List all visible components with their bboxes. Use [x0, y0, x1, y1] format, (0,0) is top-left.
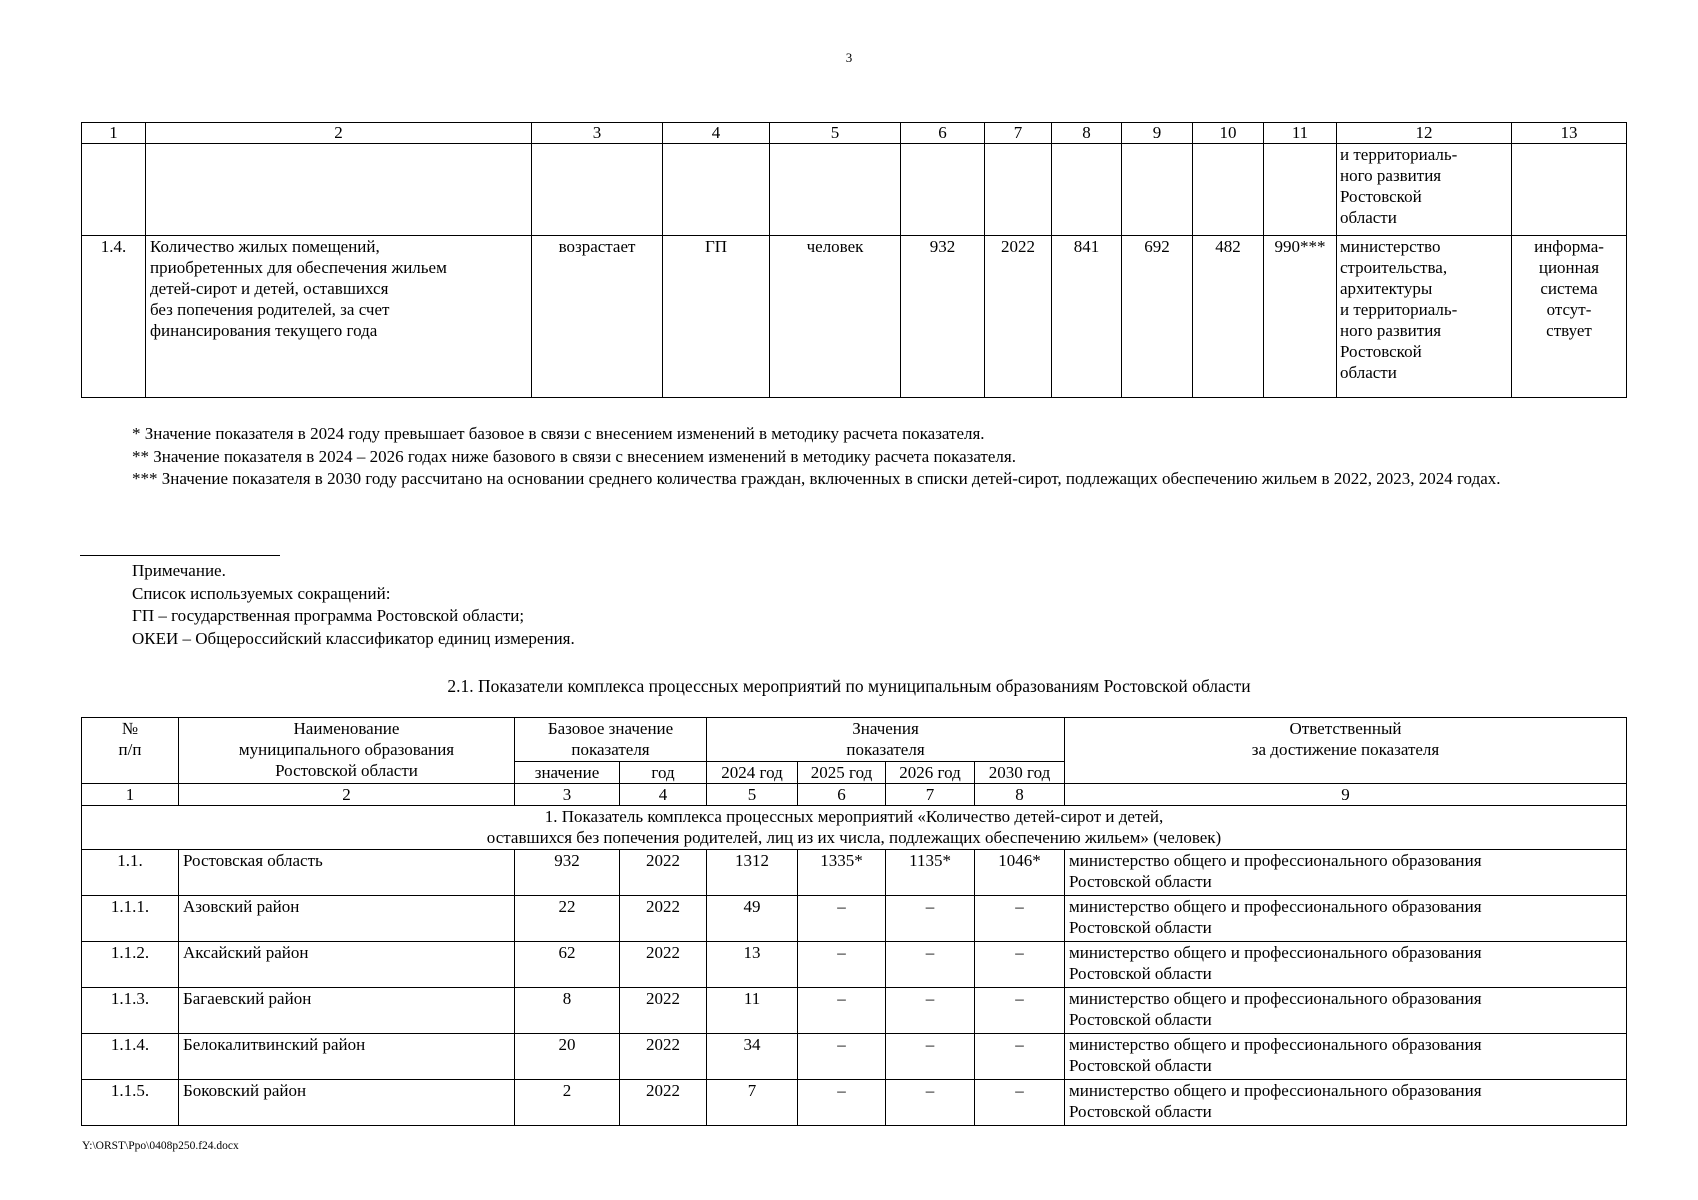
municipality-name: Белокалитвинский район: [179, 1034, 515, 1080]
value-2024: 11: [707, 988, 798, 1034]
footnote: * Значение показателя в 2024 году превышает базовое в связи с внесением изменений в методику расчета показателя.: [132, 424, 985, 443]
level: ГП: [663, 236, 770, 398]
col-num: 5: [770, 123, 901, 144]
table-row: [82, 236, 1627, 398]
col-num: 10: [1193, 123, 1264, 144]
col-num: 8: [975, 784, 1065, 806]
value-2026: –: [886, 1080, 975, 1126]
note-line: Список используемых сокращений:: [132, 583, 391, 603]
value-2030: –: [975, 896, 1065, 942]
responsible-cell: министерство общего и профессионального образования Ростовской области: [1065, 850, 1627, 896]
value-2024: 7: [707, 1080, 798, 1126]
header-responsible: Ответственный за достижение показателя: [1065, 718, 1627, 784]
header-base-val: значение: [515, 762, 620, 784]
row-number: 1.1.2.: [82, 942, 179, 988]
value-2024: 49: [707, 896, 798, 942]
info-system-cell: информа- ционная система отсут- ствует: [1512, 236, 1627, 398]
base-year: 2022: [620, 1034, 707, 1080]
base-year: 2022: [620, 896, 707, 942]
base-value: 932: [901, 236, 985, 398]
col-num: 9: [1122, 123, 1193, 144]
col-num: 3: [532, 123, 663, 144]
row-number: 1.4.: [82, 236, 146, 398]
value-2030: –: [975, 1080, 1065, 1126]
table-row: [82, 988, 1627, 1034]
col-num: 1: [82, 123, 146, 144]
value-2025: –: [798, 896, 886, 942]
base-value: 62: [515, 942, 620, 988]
value-2030: –: [975, 942, 1065, 988]
table-row: [82, 1034, 1627, 1080]
continuation-row: [82, 144, 1627, 236]
column-number-row: [82, 784, 1627, 806]
col-num: 8: [1052, 123, 1122, 144]
col-num: 6: [901, 123, 985, 144]
row-number: 1.1.: [82, 850, 179, 896]
base-value: 932: [515, 850, 620, 896]
group-title: 1. Показатель комплекса процессных мероприятий «Количество детей-сирот и детей, оставшихся без попечения родителей, лиц из их числа, подлежащих обеспечению жильем» (человек): [82, 806, 1627, 850]
value-2026: –: [886, 942, 975, 988]
value-2030: 990***: [1264, 236, 1337, 398]
footnote-divider: [80, 555, 280, 556]
row-number: 1.1.3.: [82, 988, 179, 1034]
base-year: 2022: [620, 942, 707, 988]
header-year: 2030 год: [975, 762, 1065, 784]
section-title: 2.1. Показатели комплекса процессных мероприятий по муниципальным образованиям Ростовской области: [447, 676, 1251, 696]
col-num: 13: [1512, 123, 1627, 144]
col-num: 4: [620, 784, 707, 806]
col-num: 5: [707, 784, 798, 806]
base-year: 2022: [620, 1080, 707, 1126]
value-2025: –: [798, 1080, 886, 1126]
col-num: 2: [179, 784, 515, 806]
responsible-cell: министерство общего и профессионального образования Ростовской области: [1065, 896, 1627, 942]
col-num: 6: [798, 784, 886, 806]
responsible-cell: министерство общего и профессионального образования Ростовской области: [1065, 1034, 1627, 1080]
value-2025: –: [798, 942, 886, 988]
footnotes: [80, 423, 1620, 491]
table-row: [82, 1080, 1627, 1126]
footnote: ** Значение показателя в 2024 – 2026 годах ниже базового в связи с внесением изменений в методику расчета показателя.: [132, 446, 1016, 466]
municipality-name: Багаевский район: [179, 988, 515, 1034]
col-num: 3: [515, 784, 620, 806]
header-base-year: год: [620, 762, 707, 784]
base-value: 22: [515, 896, 620, 942]
header-row: [82, 718, 1627, 762]
indicator-name: Количество жилых помещений, приобретенных для обеспечения жильем детей-сирот и детей, оставшихся без попечения родителей, за счет финансирования текущего года: [146, 236, 532, 398]
notes: [132, 560, 575, 650]
value-2025: –: [798, 988, 886, 1034]
header-values: Значения показателя: [707, 718, 1065, 762]
value-2030: –: [975, 1034, 1065, 1080]
note-line: ГП – государственная программа Ростовской области;: [132, 606, 525, 625]
col-num: 7: [985, 123, 1052, 144]
col-num: 1: [82, 784, 179, 806]
header-number: № п/п: [82, 718, 179, 784]
note-line: Примечание.: [132, 561, 226, 580]
col-num: 4: [663, 123, 770, 144]
municipality-name: Боковский район: [179, 1080, 515, 1126]
value-2024: 1312: [707, 850, 798, 896]
group-title-row: [82, 806, 1627, 850]
row-number: 1.1.5.: [82, 1080, 179, 1126]
responsible-cell: и территориаль- ного развития Ростовской области: [1337, 144, 1512, 236]
value-2030: –: [975, 988, 1065, 1034]
value-2025: 692: [1122, 236, 1193, 398]
row-number: 1.1.1.: [82, 896, 179, 942]
responsible-cell: министерство строительства, архитектуры и территориаль- ного развития Ростовской области: [1337, 236, 1512, 398]
base-year: 2022: [620, 988, 707, 1034]
municipality-name: Ростовская область: [179, 850, 515, 896]
note-line: ОКЕИ – Общероссийский классификатор единиц измерения.: [132, 628, 575, 648]
value-2024: 34: [707, 1034, 798, 1080]
col-num: 2: [146, 123, 532, 144]
value-2024: 841: [1052, 236, 1122, 398]
unit: человек: [770, 236, 901, 398]
column-number-row: [82, 123, 1627, 144]
table-row: [82, 850, 1627, 896]
value-2026: 482: [1193, 236, 1264, 398]
responsible-cell: министерство общего и профессионального образования Ростовской области: [1065, 942, 1627, 988]
value-2026: –: [886, 1034, 975, 1080]
col-num: 9: [1065, 784, 1627, 806]
col-num: 12: [1337, 123, 1512, 144]
header-year: 2025 год: [798, 762, 886, 784]
page-number: 3: [845, 50, 853, 65]
footnote: *** Значение показателя в 2030 году рассчитано на основании среднего количества граждан, включенных в списки детей-сирот, подлежащих обеспечению жильем в 2022, 2023, 2024 годах.: [132, 469, 1501, 488]
table-row: [82, 942, 1627, 988]
municipal-indicators-table: [81, 717, 1627, 1126]
municipality-name: Азовский район: [179, 896, 515, 942]
value-2026: –: [886, 988, 975, 1034]
responsible-cell: министерство общего и профессионального образования Ростовской области: [1065, 988, 1627, 1034]
value-2026: –: [886, 896, 975, 942]
base-value: 8: [515, 988, 620, 1034]
header-year: 2024 год: [707, 762, 798, 784]
file-path-footer: Y:\ORST\Ppo\0408p250.f24.docx: [82, 1140, 239, 1152]
row-number: 1.1.4.: [82, 1034, 179, 1080]
base-year: 2022: [985, 236, 1052, 398]
value-2025: 1335*: [798, 850, 886, 896]
indicators-table-continued: [81, 122, 1627, 398]
responsible-cell: министерство общего и профессионального образования Ростовской области: [1065, 1080, 1627, 1126]
trend: возрастает: [532, 236, 663, 398]
header-municipality: Наименование муниципального образования Ростовской области: [179, 718, 515, 784]
col-num: 7: [886, 784, 975, 806]
table-row: [82, 896, 1627, 942]
value-2025: –: [798, 1034, 886, 1080]
municipality-name: Аксайский район: [179, 942, 515, 988]
base-value: 2: [515, 1080, 620, 1126]
header-year: 2026 год: [886, 762, 975, 784]
value-2024: 13: [707, 942, 798, 988]
value-2026: 1135*: [886, 850, 975, 896]
col-num: 11: [1264, 123, 1337, 144]
base-year: 2022: [620, 850, 707, 896]
value-2030: 1046*: [975, 850, 1065, 896]
base-value: 20: [515, 1034, 620, 1080]
header-base-value: Базовое значение показателя: [515, 718, 707, 762]
